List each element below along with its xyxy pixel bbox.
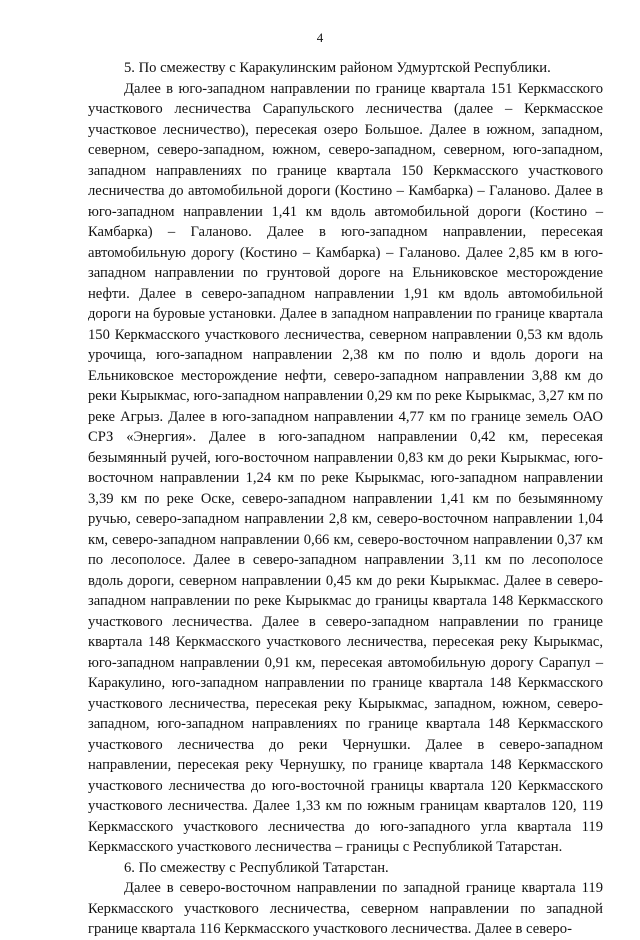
document-body <box>88 58 603 940</box>
section-5-heading: 5. По смежеству с Каракулинским районом Удмуртской Республики. <box>124 60 551 76</box>
section-5-paragraph: Далее в юго-западном направлении по границе квартала 151 Керкмасского участкового лесничества Сарапульского лесничества (далее – Керкмасское участковое лесничество), пересекая озеро Большое. Далее в южном, западном, северном, северо-западном, южном, северо-западном, северном, юго-западном, западном направлениях по границе квартала 150 Керкмасского участкового лесничества до автомобильной дороги (Костино – Камбарка) – Галаново. Далее в юго-западном направлении 1,41 км вдоль автомобильной дороги (Костино – Камбарка) – Галаново. Далее в юго-западном направлении, пересекая автомобильную дорогу (Костино – Камбарка) – Галаново. Далее 2,85 км в юго-западном направлении по грунтовой дороге на Ельниковское месторождение нефти. Далее в северо-западном направлении 1,91 км вдоль автомобильной дороги на буровые установки. Далее в западном направлении по границе квартала 150 Керкмасского участкового лесничества, северном направлении 0,53 км вдоль урочища, юго-западном направлении 2,38 км по полю и вдоль дороги на Ельниковское месторождение нефти, северо-западном направлении 3,88 км до реки Кырыкмас, юго-западном направлении 0,29 км по реке Кырыкмас, 3,27 км по реке Агрыз. Далее в юго-западном направлении 4,77 км по границе земель ОАО СРЗ «Энергия». Далее в юго-западном направлении 0,42 км, пересекая безымянный ручей, юго-восточном направлении 0,83 км до реки Кырыкмас, юго-восточном направлении 1,24 км по реке Кырыкмас, юго-западном направлении 3,39 км по реке Оске, северо-западном направлении 1,41 км по безымянному ручью, северо-западном направлении 2,8 км, северо-восточном направлении 1,04 км, северо-западном направлении 0,66 км, северо-восточном направлении 0,37 км по лесополосе. Далее в северо-западном направлении 3,11 км по лесополосе вдоль дороги, северном направлении 0,45 км до реки Кырыкмас. Далее в северо-западном направлении по реке Кырыкмас до границы квартала 148 Керкмасского участкового лесничества. Далее в северо-западном направлении по границе квартала 148 Керкмасского участкового лесничества, пересекая реку Кырыкмас, юго-западном направлении 0,91 км, пересекая автомобильную дорогу Сарапул – Каракулино, юго-западном направлении по границе квартала 148 Керкмасского участкового лесничества, пересекая реку Кырыкмас, западном, южном, северо-западном, юго-западном направлениях по границе квартала 148 Керкмасского участкового лесничества до реки Чернушки. Далее в северо-западном направлении, пересекая реку Чернушку, по границе квартала 148 Керкмасского участкового лесничества до юго-восточной границы квартала 120 Керкмасского участкового лесничества. Далее 1,33 км по южным границам кварталов 120, 119 Керкмасского участкового лесничества до юго-западного угла квартала 119 Керкмасского участкового лесничества – границы с Республикой Татарстан. <box>88 80 603 855</box>
page-number: 4 <box>316 30 324 45</box>
section-6-heading: 6. По смежеству с Республикой Татарстан. <box>124 859 389 876</box>
section-6-paragraph: Далее в северо-восточном направлении по западной границе квартала 119 Керкмасского участкового лесничества, северном направлении по западной границе квартала 116 Керкмасского участкового лесничества. Далее в северо- <box>88 880 603 937</box>
